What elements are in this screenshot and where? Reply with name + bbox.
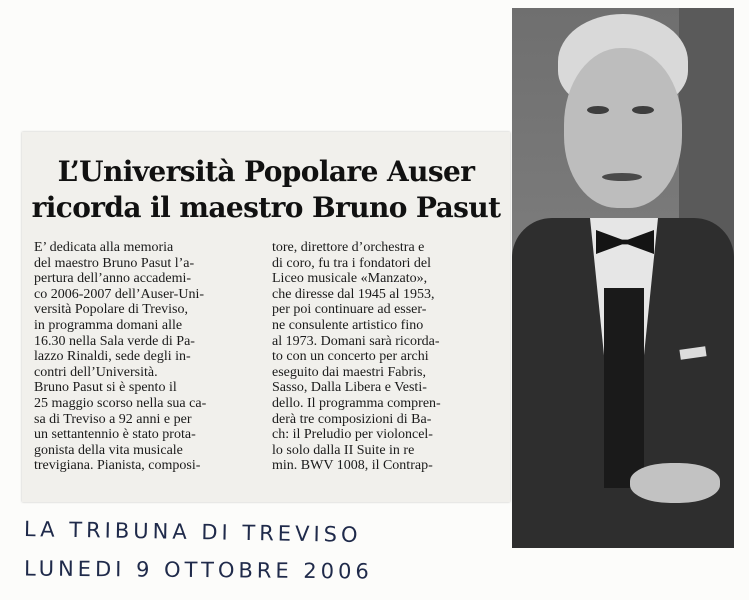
portrait-photo: [512, 8, 734, 548]
handwritten-source: LA TRIBUNA DI TREVISO: [23, 517, 362, 547]
article-column-2: tore, direttore d’orchestra e di coro, fu tra i fondatori del Liceo musicale «Manzato», che diresse dal 1945 al 1953, per poi continuare ad esser- ne consulente artistico fino al 1973. Domani sarà ricorda- to con un concerto per archi eseguito dai maestri Fabris, Sasso, Dalla Libera e Vesti- dello. Il programma compren- derà tre composizioni di Ba- ch: il Preludio per violoncel- lo solo dalla II Suite in re min. BWV 1008, il Contrap-: [272, 240, 441, 474]
headline-line-2: ricorda il maestro Bruno Pasut: [31, 191, 501, 224]
headline-line-1: L’Università Popolare Auser: [57, 155, 475, 188]
headline: [22, 154, 510, 226]
newspaper-clipping: [22, 132, 510, 502]
article-column-1: E’ dedicata alla memoria del maestro Bruno Pasut l’a- pertura dell’anno accademi- co 2006-2007 dell’Auser-Uni- versità Popolare di Treviso, in programma domani alle 16.30 nella Sala verde di Pa- lazzo Rinaldi, sede degli in- contri dell’Università. Bruno Pasut si è spento il 25 maggio scorso nella sua ca- sa di Treviso a 92 anni e per un settantennio è stato prota- gonista della vita musicale trevigiana. Pianista, composi-: [34, 240, 207, 474]
handwritten-date: LUNEDI 9 OTTOBRE 2006: [23, 556, 373, 584]
